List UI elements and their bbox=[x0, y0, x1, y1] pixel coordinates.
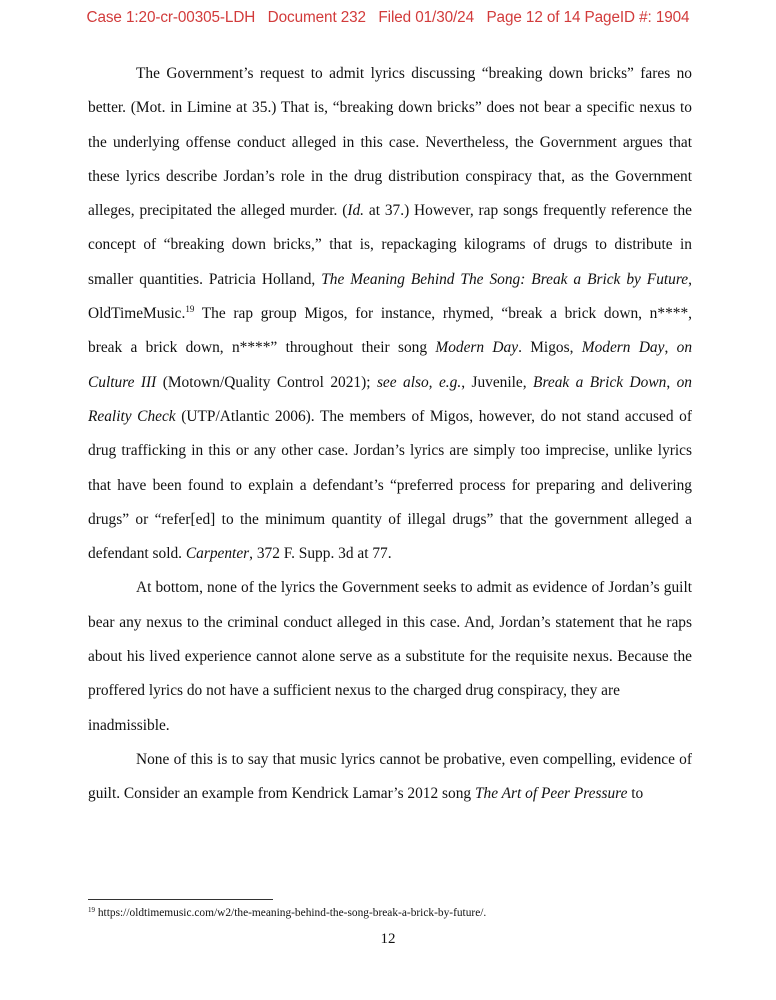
text-span: to bbox=[627, 785, 644, 803]
paragraph-2 bbox=[88, 571, 692, 742]
text-span: defendant sold. bbox=[88, 545, 186, 563]
document-number: Document 232 bbox=[267, 9, 366, 26]
song-title: The Art of Peer Pressure bbox=[474, 785, 628, 803]
text-span: , Juvenile, bbox=[461, 373, 534, 391]
footnote-ref[interactable]: 19 bbox=[185, 304, 195, 315]
text-line: concept of “breaking down bricks,” that is, repackaging kilograms of drugs to distribute in bbox=[88, 236, 692, 254]
filed-date: Filed 01/30/24 bbox=[378, 9, 474, 26]
page-number: 12 bbox=[380, 931, 396, 947]
text-span: smaller quantities. Patricia Holland, bbox=[88, 270, 322, 288]
document-body bbox=[88, 57, 692, 812]
text-line bbox=[88, 537, 692, 571]
text-line: inadmissible. bbox=[88, 716, 170, 734]
text-line: bear any nexus to the criminal conduct alleged in this case. And, Jordan’s statement that he raps bbox=[88, 613, 692, 631]
text-span: (UTP/Atlantic 2006). The members of Migos, however, do not stand accused of bbox=[175, 407, 692, 425]
signal-italic: see also, e.g. bbox=[376, 373, 462, 391]
text-span: break a brick down, n****” throughout their song bbox=[88, 339, 436, 357]
text-line: these lyrics describe Jordan’s role in the drug distribution conspiracy that, as the Government bbox=[88, 167, 692, 185]
footnote-divider bbox=[88, 899, 273, 900]
text-line bbox=[88, 297, 692, 331]
song-title: Modern Day bbox=[581, 339, 665, 357]
footnote-number: 19 bbox=[88, 906, 95, 914]
text-line: The Government’s request to admit lyrics discussing “breaking down bricks” fares no bbox=[136, 65, 692, 82]
text-span: The rap group Migos, for instance, rhymed, “break a brick down, n****, bbox=[194, 305, 692, 323]
case-number: Case 1:20-cr-00305-LDH bbox=[86, 9, 256, 26]
song-title: Modern Day bbox=[435, 339, 519, 357]
paragraph-1 bbox=[88, 57, 692, 571]
text-span: . Migos, bbox=[518, 339, 582, 357]
footnote-text[interactable]: https://oldtimemusic.com/w2/the-meaning-behind-the-song-break-a-brick-by-future/. bbox=[95, 907, 487, 919]
text-span: , 372 F. Supp. 3d at 77. bbox=[249, 545, 392, 563]
text-span: OldTimeMusic. bbox=[88, 305, 186, 323]
text-line bbox=[88, 331, 692, 365]
text-line: At bottom, none of the lyrics the Government seeks to admit as evidence of Jordan’s guilt bbox=[136, 579, 692, 597]
text-line bbox=[88, 366, 692, 400]
paragraph-3 bbox=[88, 743, 692, 812]
text-span: (Motown/Quality Control 2021); bbox=[156, 373, 377, 391]
text-line: better. (Mot. in Limine at 35.) That is, “breaking down bricks” does not bear a specific nexus to bbox=[88, 99, 692, 117]
citation-italic: on bbox=[676, 339, 693, 357]
text-span: at 37.) However, rap songs frequently reference the bbox=[364, 202, 692, 220]
text-line: None of this is to say that music lyrics cannot be probative, even compelling, evidence of bbox=[136, 750, 692, 768]
text-line: drug trafficking in this or any other case. Jordan’s lyrics are simply too imprecise, unlike lyrics bbox=[88, 442, 692, 460]
case-name: Carpenter bbox=[185, 545, 250, 563]
text-line: drugs” or “refer[ed] to the minimum quantity of illegal drugs” that the government alleged a bbox=[88, 510, 692, 528]
citation-italic: Id. bbox=[347, 202, 364, 220]
text-span: guilt. Consider an example from Kendrick Lamar’s 2012 song bbox=[88, 785, 475, 803]
text-span: , bbox=[666, 373, 677, 391]
text-line: about his lived experience cannot alone serve as a substitute for the requisite nexus. Because the bbox=[88, 648, 692, 666]
text-line bbox=[88, 263, 692, 297]
citation-italic: on bbox=[676, 373, 692, 391]
text-span: alleges, precipitated the alleged murder. ( bbox=[88, 202, 348, 220]
footnote bbox=[88, 907, 486, 919]
text-line: that have been found to explain a defendant’s “preferred process for preparing and delivering bbox=[88, 476, 692, 494]
article-title: The Meaning Behind The Song: Break a Brick by Future bbox=[321, 270, 689, 288]
text-line: the underlying offense conduct alleged in this case. Nevertheless, the Government argues that bbox=[88, 133, 692, 151]
album-title: Reality Check bbox=[88, 407, 176, 425]
case-header bbox=[0, 9, 776, 27]
text-line: proffered lyrics do not have a sufficient nexus to the charged drug conspiracy, they are bbox=[88, 682, 620, 700]
page-info: Page 12 of 14 PageID #: 1904 bbox=[486, 9, 690, 26]
album-title: Culture III bbox=[88, 373, 157, 391]
text-span: , bbox=[664, 339, 677, 357]
text-span: , bbox=[688, 270, 692, 288]
song-title: Break a Brick Down bbox=[533, 373, 667, 391]
text-line bbox=[88, 777, 692, 811]
text-line bbox=[88, 194, 692, 228]
text-line bbox=[88, 400, 692, 434]
